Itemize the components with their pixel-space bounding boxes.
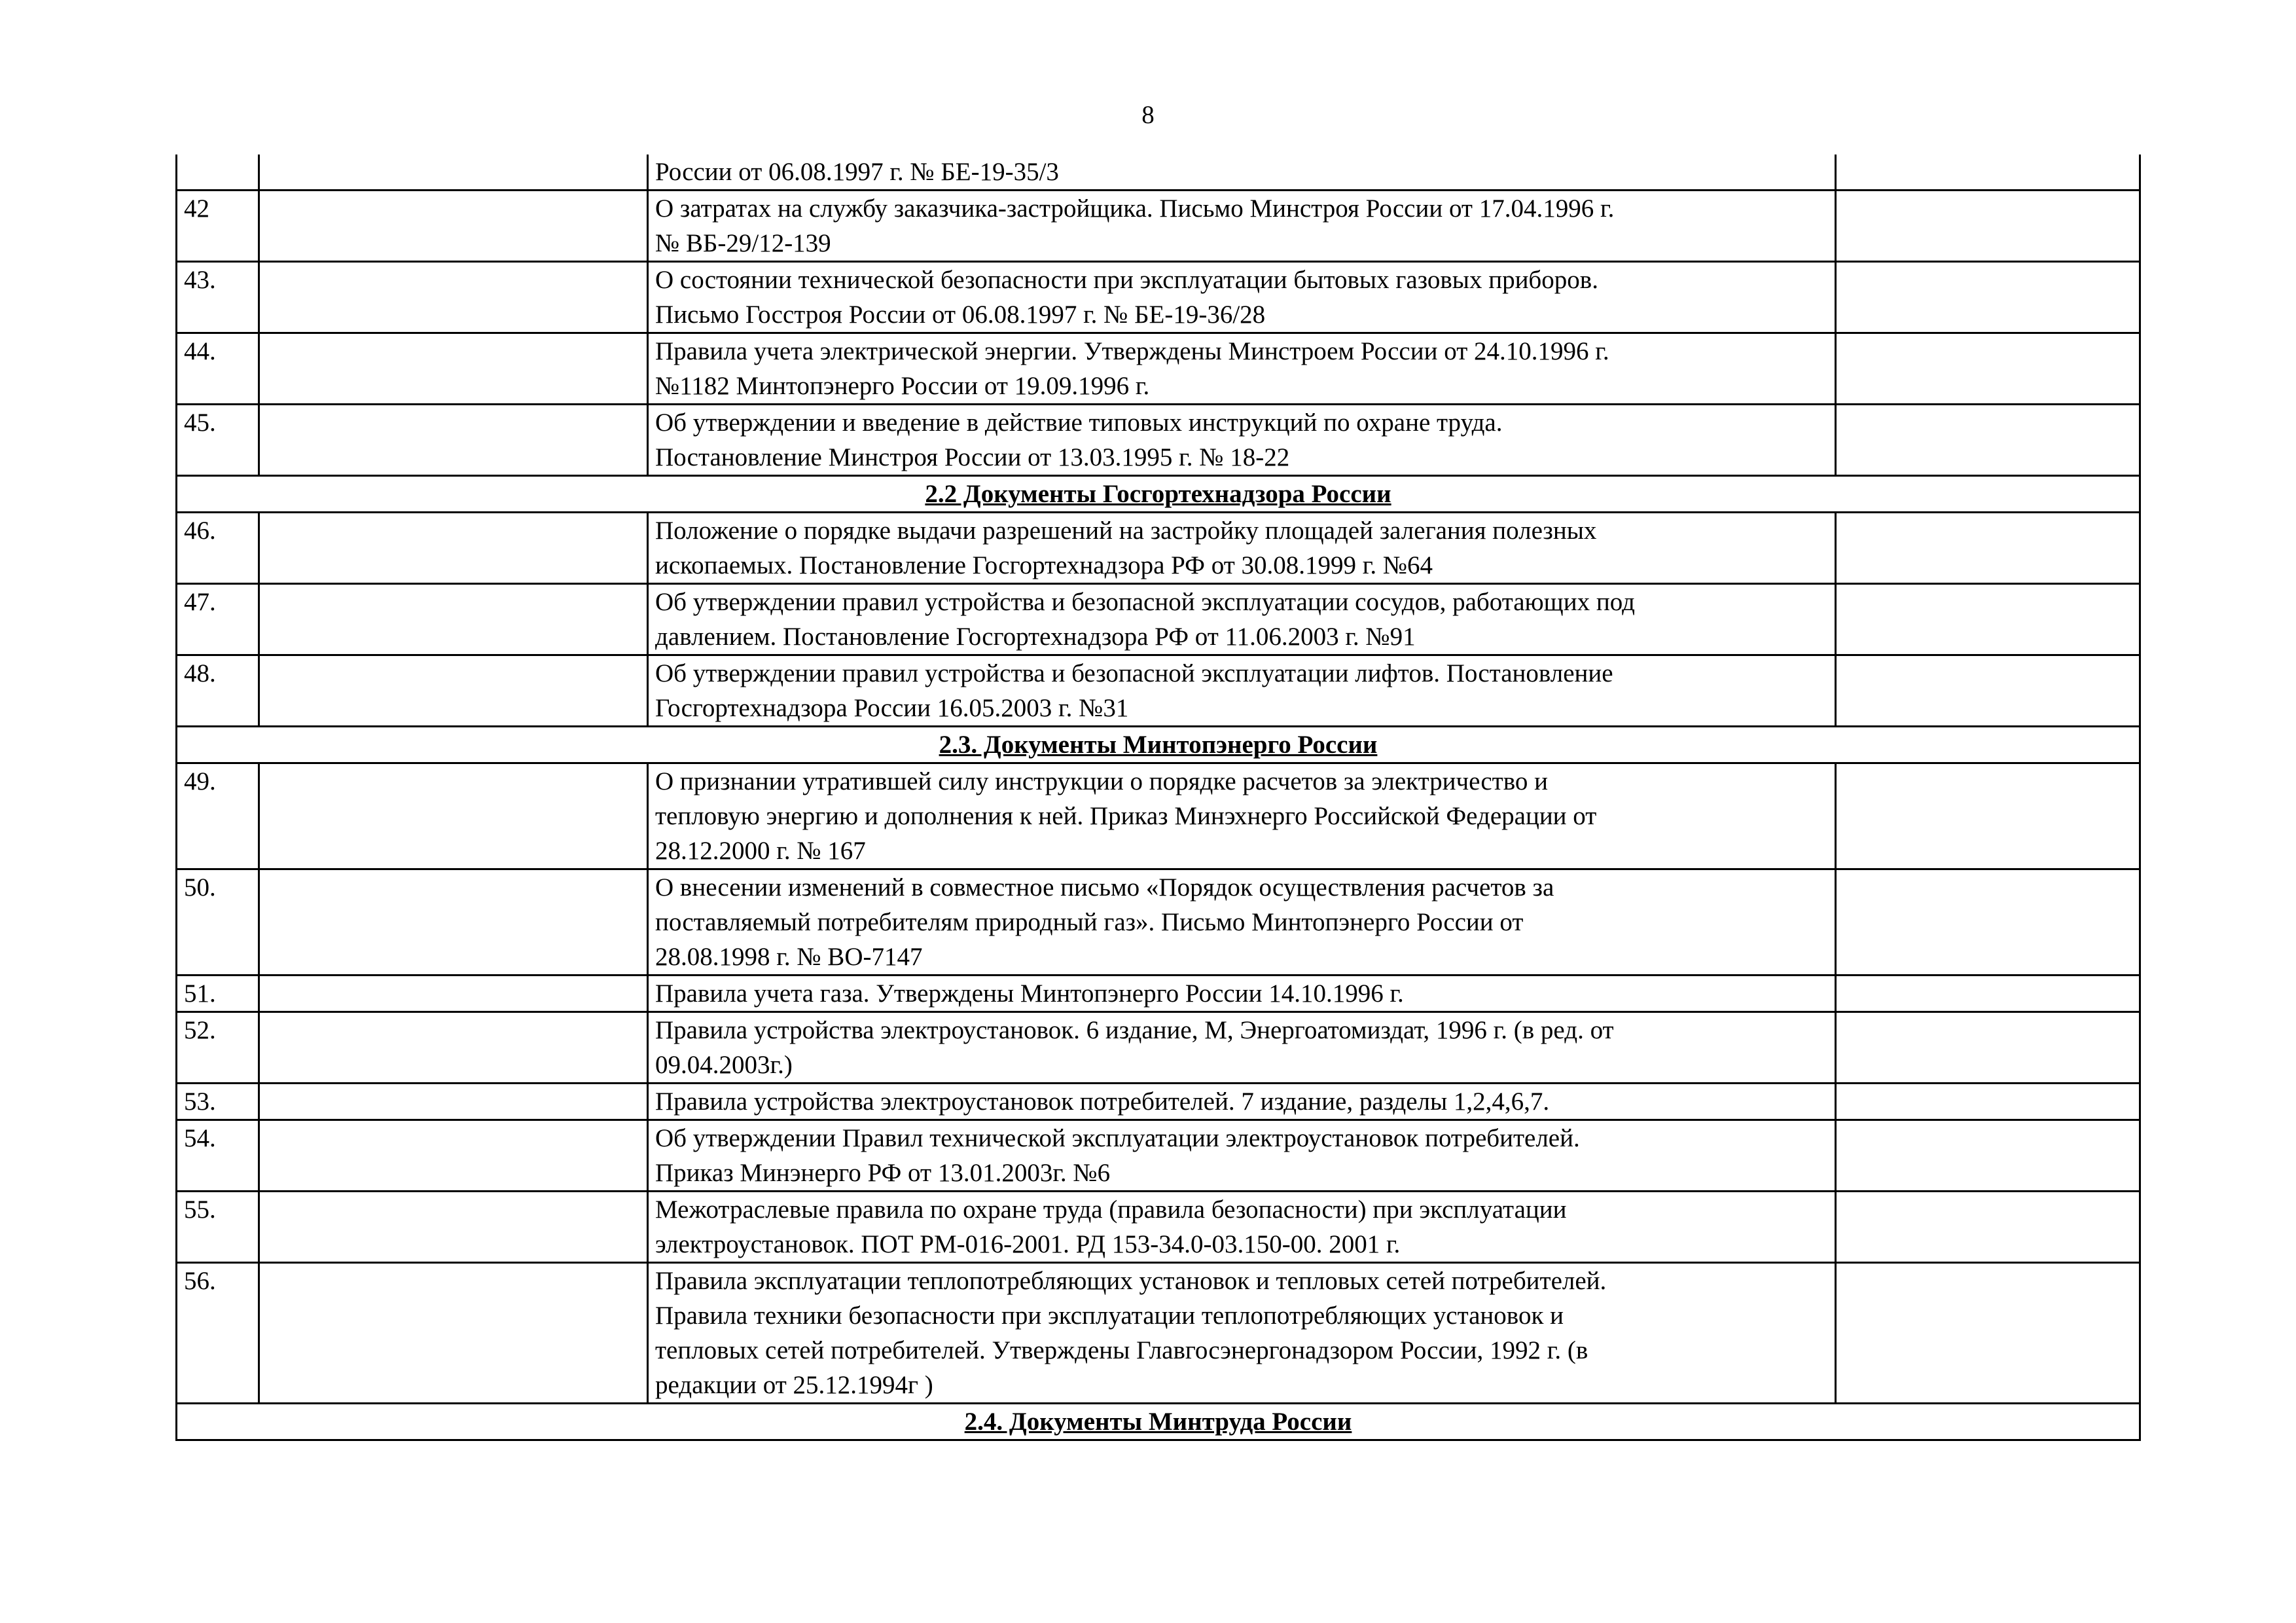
code-cell <box>259 1192 648 1263</box>
document-name-line: 28.12.2000 г. № 167 <box>655 837 866 865</box>
row-number <box>177 155 259 191</box>
document-name-cell <box>648 1263 1836 1404</box>
document-name-line: Правила учета электрической энергии. Утверждены Минстроем России от 24.10.1996 г. <box>655 337 1609 365</box>
document-name-line: Правила устройства электроустановок. 6 издание, М, Энергоатомиздат, 1996 г. (в ред. от <box>655 1016 1614 1044</box>
document-name-line: Постановление Минстроя России от 13.03.1995 г. № 18-22 <box>655 443 1290 471</box>
document-name-line: № ВБ-29/12-139 <box>655 229 831 257</box>
document-name-line: Положение о порядке выдачи разрешений на застройку площадей залегания полезных <box>655 517 1597 545</box>
section-heading-row <box>177 727 2140 763</box>
document-name-line: Правила техники безопасности при эксплуатации теплопотребляющих установок и <box>655 1302 1564 1330</box>
row-number: 48. <box>177 655 259 727</box>
section-heading-row <box>177 476 2140 513</box>
table-row <box>177 655 2140 727</box>
note-cell <box>1836 262 2140 333</box>
note-cell <box>1836 1084 2140 1120</box>
document-name-line: Правила эксплуатации теплопотребляющих установок и тепловых сетей потребителей. <box>655 1267 1607 1295</box>
document-name-cell <box>648 1120 1836 1192</box>
table-row <box>177 405 2140 476</box>
note-cell <box>1836 1120 2140 1192</box>
note-cell <box>1836 1192 2140 1263</box>
document-name-cell <box>648 763 1836 869</box>
document-name-line: электроустановок. ПОТ РМ-016-2001. РД 153-34.0-03.150-00. 2001 г. <box>655 1230 1401 1258</box>
section-heading: 2.4. Документы Минтруда России <box>177 1404 2140 1440</box>
document-name-cell <box>648 191 1836 262</box>
document-name-line: поставляемый потребителям природный газ». Письмо Минтопэнерго России от <box>655 908 1524 936</box>
table-row <box>177 976 2140 1012</box>
document-name-line: Правила учета газа. Утверждены Минтопэнерго России 14.10.1996 г. <box>655 979 1404 1008</box>
code-cell <box>259 1084 648 1120</box>
document-name-line: О признании утратившей силу инструкции о порядке расчетов за электричество и <box>655 767 1548 795</box>
note-cell <box>1836 333 2140 405</box>
document-name-line: Об утверждении правил устройства и безопасной эксплуатации сосудов, работающих под <box>655 588 1635 616</box>
document-name-line: О состоянии технической безопасности при эксплуатации бытовых газовых приборов. <box>655 266 1598 294</box>
document-name-cell <box>648 155 1836 191</box>
document-name-line: Госгортехнадзора России 16.05.2003 г. №31 <box>655 694 1129 722</box>
document-name-cell <box>648 405 1836 476</box>
code-cell <box>259 191 648 262</box>
row-number: 55. <box>177 1192 259 1263</box>
note-cell <box>1836 191 2140 262</box>
document-name-cell <box>648 262 1836 333</box>
document-name-line: Приказ Минэнерго РФ от 13.01.2003г. №6 <box>655 1159 1111 1187</box>
document-name-line: Межотраслевые правила по охране труда (правила безопасности) при эксплуатации <box>655 1195 1567 1224</box>
row-number: 56. <box>177 1263 259 1404</box>
document-name-cell <box>648 584 1836 655</box>
document-name-line: О затратах на службу заказчика-застройщика. Письмо Минстроя России от 17.04.1996 г. <box>655 194 1615 223</box>
note-cell <box>1836 513 2140 584</box>
document-name-cell <box>648 1192 1836 1263</box>
document-name-line: Письмо Госстроя России от 06.08.1997 г. № БЕ-19-36/28 <box>655 301 1266 329</box>
row-number: 43. <box>177 262 259 333</box>
section-heading: 2.3. Документы Минтопэнерго России <box>177 727 2140 763</box>
row-number: 54. <box>177 1120 259 1192</box>
section-heading: 2.2 Документы Госгортехнадзора России <box>177 476 2140 513</box>
document-name-cell <box>648 513 1836 584</box>
table-row <box>177 155 2140 191</box>
row-number: 51. <box>177 976 259 1012</box>
row-number: 47. <box>177 584 259 655</box>
table-row <box>177 584 2140 655</box>
note-cell <box>1836 763 2140 869</box>
code-cell <box>259 1263 648 1404</box>
row-number: 49. <box>177 763 259 869</box>
note-cell <box>1836 155 2140 191</box>
document-name-cell <box>648 1084 1836 1120</box>
row-number: 44. <box>177 333 259 405</box>
code-cell <box>259 869 648 976</box>
note-cell <box>1836 869 2140 976</box>
row-number: 50. <box>177 869 259 976</box>
note-cell <box>1836 405 2140 476</box>
table-row <box>177 1192 2140 1263</box>
document-name-line: О внесении изменений в совместное письмо «Порядок осуществления расчетов за <box>655 873 1554 902</box>
row-number: 52. <box>177 1012 259 1084</box>
document-name-line: №1182 Минтопэнерго России от 19.09.1996 г. <box>655 372 1150 400</box>
code-cell <box>259 405 648 476</box>
document-name-cell <box>648 655 1836 727</box>
row-number: 53. <box>177 1084 259 1120</box>
document-name-cell <box>648 1012 1836 1084</box>
code-cell <box>259 513 648 584</box>
note-cell <box>1836 584 2140 655</box>
code-cell <box>259 1012 648 1084</box>
code-cell <box>259 976 648 1012</box>
code-cell <box>259 584 648 655</box>
document-name-cell <box>648 976 1836 1012</box>
document-name-line: тепловую энергию и дополнения к ней. Приказ Минэхнерго Российской Федерации от <box>655 802 1597 830</box>
note-cell <box>1836 655 2140 727</box>
code-cell <box>259 1120 648 1192</box>
row-number: 46. <box>177 513 259 584</box>
table-row <box>177 1012 2140 1084</box>
table-row <box>177 262 2140 333</box>
document-name-line: Правила устройства электроустановок потребителей. 7 издание, разделы 1,2,4,6,7. <box>655 1087 1550 1116</box>
table-row <box>177 513 2140 584</box>
note-cell <box>1836 1012 2140 1084</box>
document-name-line: России от 06.08.1997 г. № БЕ-19-35/3 <box>655 158 1059 186</box>
row-number: 42 <box>177 191 259 262</box>
document-name-line: Об утверждении правил устройства и безопасной эксплуатации лифтов. Постановление <box>655 659 1613 687</box>
code-cell <box>259 155 648 191</box>
note-cell <box>1836 1263 2140 1404</box>
documents-table <box>175 155 2141 1441</box>
table-row <box>177 1084 2140 1120</box>
table-row <box>177 869 2140 976</box>
code-cell <box>259 333 648 405</box>
document-name-line: ископаемых. Постановление Госгортехнадзора РФ от 30.08.1999 г. №64 <box>655 551 1433 579</box>
code-cell <box>259 262 648 333</box>
document-name-line: тепловых сетей потребителей. Утверждены Главгосэнергонадзором России, 1992 г. (в <box>655 1336 1588 1364</box>
table-row <box>177 1120 2140 1192</box>
document-name-line: 28.08.1998 г. № ВО-7147 <box>655 943 923 971</box>
document-name-line: 09.04.2003г.) <box>655 1051 793 1079</box>
document-name-line: Об утверждении и введение в действие типовых инструкций по охране труда. <box>655 409 1503 437</box>
table-row <box>177 763 2140 869</box>
table-row <box>177 191 2140 262</box>
section-heading-row <box>177 1404 2140 1440</box>
document-name-line: редакции от 25.12.1994г ) <box>655 1371 933 1399</box>
document-name-line: давлением. Постановление Госгортехнадзора РФ от 11.06.2003 г. №91 <box>655 623 1416 651</box>
table-row <box>177 1263 2140 1404</box>
document-name-line: Об утверждении Правил технической эксплуатации электроустановок потребителей. <box>655 1124 1580 1152</box>
table-row <box>177 333 2140 405</box>
document-name-cell <box>648 869 1836 976</box>
documents-table-body <box>177 155 2140 1440</box>
code-cell <box>259 763 648 869</box>
row-number: 45. <box>177 405 259 476</box>
page-number: 8 <box>1141 101 1155 129</box>
code-cell <box>259 655 648 727</box>
note-cell <box>1836 976 2140 1012</box>
document-name-cell <box>648 333 1836 405</box>
